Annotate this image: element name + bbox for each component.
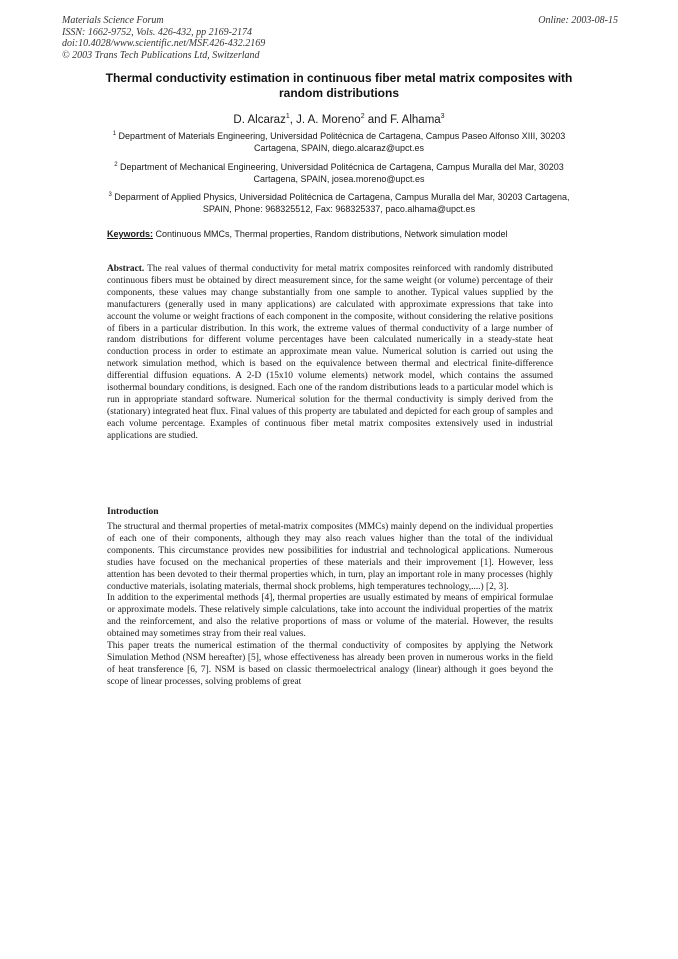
keywords-label: Keywords: (107, 229, 154, 239)
author-name: F. Alhama (390, 113, 441, 126)
affiliation-3 (104, 190, 574, 215)
affiliation-2 (104, 160, 574, 185)
author-name: J. A. Moreno (296, 113, 361, 126)
affiliation-mark: 3 (108, 192, 112, 198)
introduction-heading: Introduction (107, 507, 159, 517)
affiliation-text: Deparment of Applied Physics, Universidad Politécnica de Cartagena, Campus Muralla del Mar, 30203 Cartagena, SPAIN, Phone: 968325512, Fax: 968325337, paco.alhama@upct.es (114, 192, 570, 214)
paragraph: This paper treats the numerical estimation of the thermal conductivity of composites by applying the Network Simulation Method (NSM hereafter) [5], whose effectiveness has already been proven in numerous works in the field of heat transference [6, 7]. NSM is based on classic thermoelectrical analogy (linear) although it goes beyond the scope of linear processes, solving problems of great (107, 641, 553, 687)
author-name: D. Alcaraz (233, 113, 286, 126)
online-date: Online: 2003-08-15 (538, 15, 618, 26)
abstract-text: The real values of thermal conductivity for metal matrix composites reinforced with randomly distributed continuous fibers must be obtained by direct measurement since, for the same weight (or volume) percentage of their components, these values may change substantially from one sample to another. Typical values supplied by the manufacturers (generally used in many applications) are calculated with approximate expressions that take into account the volume or weight fractions of each component in the composite, without considering the relative positions of fibers in a particular distribution. In this work, the extreme values of thermal conductivity of a large number of random distributions for different volume percentages have been calculated numerically in a steady-state heat conduction process in order to estimate an approximate mean value. Numerical solution is carried out using the network simulation method, which is based on the equivalence between thermal and electrical finite-difference differential diffusion equations. A 2-D (15x10 volume elements) network model, which contains the assumed isothermal boundary conditions, is designed. Each one of the random distributions leads to a particular model which is run in appropriate standard software. Numerical solution for the thermal conductivity is simply derived from the (stationary) integrated heat flux. Final values of this property are tabulated and depicted for each group of samples and each volume percentage. Examples of continuous fiber metal matrix composites extensively used in industrial applications are studied. (107, 264, 553, 441)
affiliation-text: Department of Mechanical Engineering, Universidad Politécnica de Cartagena, Campus Muralla del Mar, 30203 Cartagena, SPAIN, josea.moreno@upct.es (120, 162, 564, 184)
affiliation-mark: 2 (114, 162, 118, 168)
journal-name: Materials Science Forum (62, 15, 164, 26)
affiliation-1 (104, 129, 574, 154)
abstract-block (107, 264, 553, 443)
author-separator: , (289, 113, 297, 126)
copyright-line: © 2003 Trans Tech Publications Ltd, Switzerland (62, 49, 260, 61)
author-affiliation-mark: 2 (360, 113, 365, 120)
issn-line: ISSN: 1662-9752, Vols. 426-432, pp 2169-2174 (62, 26, 252, 38)
affiliation-text: Department of Materials Engineering, Universidad Politécnica de Cartagena, Campus Paseo Alfonso XIII, 30203 Cartagena, SPAIN, diego.alcaraz@upct.es (118, 131, 566, 153)
paragraph: In addition to the experimental methods [4], thermal properties are usually estimated by means of empirical formulae or approximate models. These relatively simple calculations, take into account the individual properties of the matrix and the reinforcement, and also the relative proportions of mass or volume of the material. However, the results obtained may sometimes stray from their real values. (107, 593, 553, 640)
author-affiliation-mark: 1 (285, 113, 290, 120)
abstract-label: Abstract. (107, 264, 145, 274)
paper-title: Thermal conductivity estimation in continuous fiber metal matrix composites with random distributions (105, 71, 573, 100)
doi-line[interactable]: doi:10.4028/www.scientific.net/MSF.426-432.2169 (62, 38, 266, 49)
introduction-body (107, 522, 553, 689)
paragraph: The structural and thermal properties of metal-matrix composites (MMCs) mainly depend on the individual properties of each one of their components, although they may also reach values higher than the total of the individual components. This circumstance provides new possibilities for industrial and technological applications. Numerous studies have focused on the mechanical properties of these materials and their improvement [1]. However, less attention has been devoted to their thermal properties which, in turn, play an important role in many processes (highly conductive materials, isolating materials, thermal shock problems, high temperatures technology,....) [2, 3]. (107, 522, 553, 592)
affiliation-mark: 1 (112, 131, 117, 137)
keywords-text: Continuous MMCs, Thermal properties, Random distributions, Network simulation model (155, 229, 508, 239)
author-affiliation-mark: 3 (440, 113, 445, 120)
author-separator: and (364, 113, 391, 126)
author-list (80, 110, 598, 127)
publication-header (62, 15, 618, 61)
keywords-block (107, 229, 553, 241)
